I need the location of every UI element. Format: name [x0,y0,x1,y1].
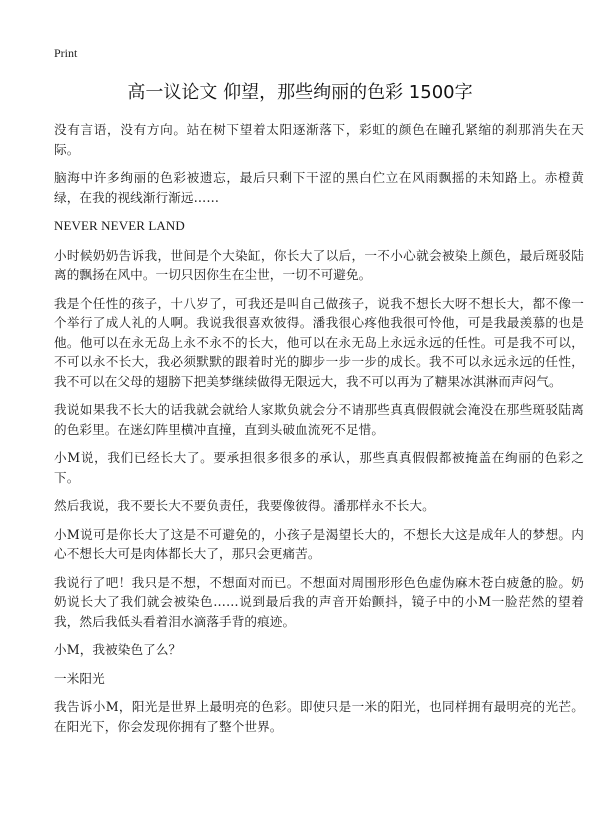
paragraph: 然后我说，我不要长大不要负责任，我要像彼得。潘那样永不长大。 [54,498,435,513]
section-heading: NEVER NEVER LAND [54,218,185,233]
paragraph: 我说行了吧！我只是不想，不想面对而已。不想面对周围形形色色虚伪麻木苍白疲惫的脸。奶奶说长大了我们就会被染色……说到最后我的声音开始颤抖，镜子中的小M一脸茫然的望着我，然后我低头看着泪水滴落手背的痕迹。 [54,574,584,629]
article-body [54,120,584,745]
paragraph: 小时候奶奶告诉我，世间是个大染缸，你长大了以后，一不小心就会被染上颜色，最后斑驳陆离的飘扬在风中。一切只因你生在尘世，一切不可避免。 [54,247,584,282]
print-link[interactable]: Print [54,46,78,60]
paragraph: 我告诉小M，阳光是世界上最明亮的色彩。即使只是一米的阳光，也同样拥有最明亮的光芒。在阳光下，你会发现你拥有了整个世界。 [54,699,584,734]
article-title: 高一议论文 仰望，那些绚丽的色彩 1500字 [127,82,473,103]
paragraph: 我说如果我不长大的话我就会就给人家欺负就会分不请那些真真假假就会淹没在那些斑驳陆离的色彩里。在迷幻阵里横冲直撞，直到头破血流死不足惜。 [54,402,584,437]
paragraph: 脑海中许多绚丽的色彩被遗忘，最后只剩下干涩的黑白伫立在风雨飘摇的未知路上。赤橙黄绿，在我的视线渐行渐远…… [54,170,584,205]
paragraph: 没有言语，没有方向。站在树下望着太阳逐渐落下，彩虹的颜色在瞳孔紧缩的刹那消失在天际。 [54,122,584,157]
paragraph: 小M说，我们已经长大了。要承担很多很多的承认，那些真真假假都被掩盖在绚丽的色彩之下。 [54,450,584,485]
paragraph: 小M，我被染色了么？ [54,642,182,657]
section-heading: 一米阳光 [54,670,105,686]
paragraph: 小M说可是你长大了这是不可避免的，小孩子是渴望长大的，不想长大这是成年人的梦想。内心不想长大可是肉体都长大了，那只会更痛苦。 [54,526,584,561]
paragraph: 我是个任性的孩子，十八岁了，可我还是叫自己做孩子，说我不想长大呀不想长大，都不像一个举行了成人礼的人啊。我说我很喜欢彼得。潘我很心疼他我很可怜他，可是我最羡慕的也是他。他可以在永无岛上永不永不的长大，他可以在永无岛上永远永远的任性。可是我不可以，不可以永不长大，我必须默默的跟着时光的脚步一步一步的成长。我不可以永远永远的任性，我不可以在父母的翅膀下把美梦继续做得无限远大，我不可以再为了糖果冰淇淋而声闷气。 [54,295,584,389]
